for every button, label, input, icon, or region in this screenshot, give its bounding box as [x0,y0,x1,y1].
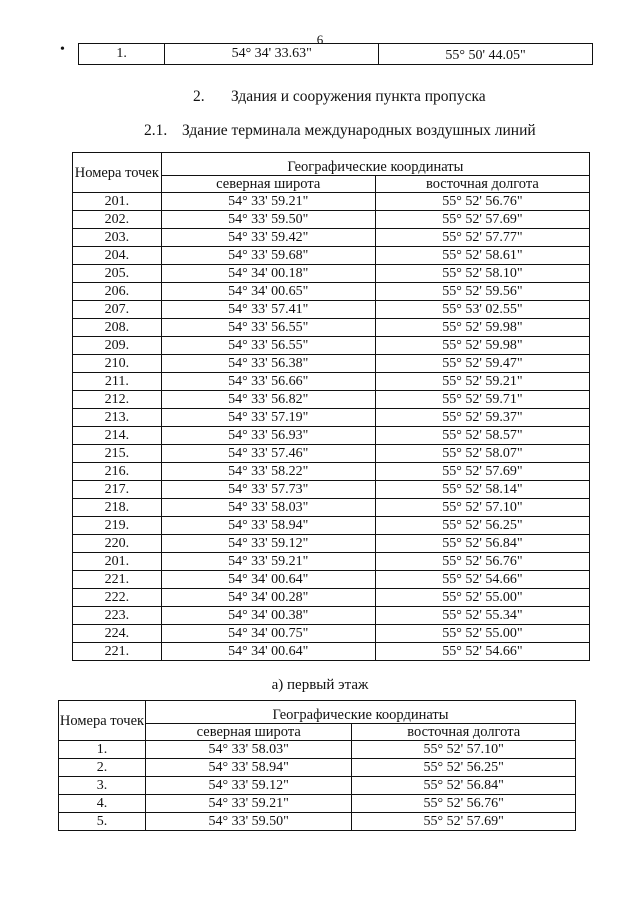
lon-cell: 55° 52' 59.98" [375,319,589,337]
lon-cell: 55° 52' 58.57" [375,427,589,445]
lon-cell: 55° 52' 56.76" [375,193,589,211]
points-header: Номера точек [73,153,162,193]
table-row [73,445,590,463]
lon-cell: 55° 52' 58.61" [375,247,589,265]
point-cell: 208. [73,319,162,337]
lat-cell: 54° 34' 00.38" [161,607,375,625]
lat-cell: 54° 33' 59.50" [161,211,375,229]
first-floor-label: а) первый этаж [271,677,369,693]
section-number: 2.1. [144,122,168,139]
point-cell: 204. [73,247,162,265]
lat-cell: 54° 33' 57.46" [161,445,375,463]
floor-table-body [59,741,576,831]
lon-cell: 55° 52' 57.10" [375,499,589,517]
first-floor-coordinates-table [58,700,576,831]
lon-cell: 55° 52' 56.25" [352,759,576,777]
lat-header: северная широта [146,724,352,741]
lat-cell: 54° 33' 59.21" [161,193,375,211]
lon-cell: 55° 52' 58.14" [375,481,589,499]
section-title: Здания и сооружения пункта пропуска [231,88,486,105]
table-row [73,193,590,211]
lon-cell: 55° 52' 59.71" [375,391,589,409]
table-row [59,741,576,759]
point-cell: 217. [73,481,162,499]
table-row [73,553,590,571]
point-cell: 216. [73,463,162,481]
point-cell: 220. [73,535,162,553]
table-row [73,355,590,373]
lat-cell: 54° 33' 56.38" [161,355,375,373]
lon-cell: 55° 52' 56.84" [375,535,589,553]
lon-cell: 55° 52' 56.76" [352,795,576,813]
table-row [73,409,590,427]
points-header: Номера точек [59,701,146,741]
geo-header: Географические координаты [146,701,576,724]
lon-cell: 55° 52' 55.00" [375,625,589,643]
lon-cell: 55° 52' 57.69" [375,463,589,481]
section-2-1-heading [144,122,536,140]
lon-cell: 55° 52' 59.37" [375,409,589,427]
lon-cell: 55° 52' 58.10" [375,265,589,283]
section-number: 2. [193,88,205,105]
table-row [73,499,590,517]
table-row [79,44,593,65]
table-row [59,777,576,795]
point-cell: 214. [73,427,162,445]
point-cell: 201. [73,553,162,571]
table-row [73,301,590,319]
scan-dot: • [60,42,65,57]
lon-cell: 55° 52' 56.76" [375,553,589,571]
lon-cell: 55° 52' 56.25" [375,517,589,535]
lat-cell: 54° 34' 33.63" [165,44,379,65]
lat-cell: 54° 33' 58.03" [161,499,375,517]
lon-cell: 55° 52' 57.69" [352,813,576,831]
lat-cell: 54° 33' 56.55" [161,319,375,337]
lon-cell: 55° 52' 57.10" [352,741,576,759]
page-number: 6 [316,32,324,47]
lat-cell: 54° 33' 59.12" [146,777,352,795]
table-row [73,625,590,643]
point-cell: 203. [73,229,162,247]
table-row [73,265,590,283]
lat-cell: 54° 33' 59.12" [161,535,375,553]
lat-cell: 54° 33' 59.42" [161,229,375,247]
lat-cell: 54° 33' 56.55" [161,337,375,355]
point-cell: 2. [59,759,146,777]
lon-cell: 55° 53' 02.55" [375,301,589,319]
lat-cell: 54° 33' 58.22" [161,463,375,481]
lat-cell: 54° 34' 00.18" [161,265,375,283]
point-cell: 205. [73,265,162,283]
lon-cell: 55° 52' 54.66" [375,571,589,589]
table-row [73,427,590,445]
lat-cell: 54° 34' 00.65" [161,283,375,301]
lat-cell: 54° 33' 58.94" [146,759,352,777]
table-row [73,211,590,229]
lon-cell: 55° 52' 57.77" [375,229,589,247]
lon-cell: 55° 52' 55.34" [375,607,589,625]
point-cell: 221. [73,571,162,589]
lat-cell: 54° 34' 00.28" [161,589,375,607]
point-cell: 221. [73,643,162,661]
lon-cell: 55° 52' 58.07" [375,445,589,463]
lon-cell: 55° 52' 59.47" [375,355,589,373]
point-cell: 207. [73,301,162,319]
terminal-table-body [73,193,590,661]
lat-cell: 54° 33' 57.73" [161,481,375,499]
lon-header: восточная долгота [375,176,589,193]
section-2-heading [193,88,486,106]
point-cell: 1. [79,44,165,65]
table-row [73,247,590,265]
point-cell: 5. [59,813,146,831]
point-cell: 4. [59,795,146,813]
point-cell: 215. [73,445,162,463]
point-cell: 224. [73,625,162,643]
lon-cell: 55° 52' 54.66" [375,643,589,661]
terminal-coordinates-table [72,152,590,661]
point-cell: 223. [73,607,162,625]
table-row [73,517,590,535]
section-title: Здание терминала международных воздушных линий [182,122,536,139]
table-row [73,229,590,247]
table-row [73,463,590,481]
lon-header: восточная долгота [352,724,576,741]
lat-header: северная широта [161,176,375,193]
point-cell: 212. [73,391,162,409]
lon-cell: 55° 52' 59.98" [375,337,589,355]
lat-cell: 54° 33' 56.82" [161,391,375,409]
point-cell: 206. [73,283,162,301]
point-cell: 213. [73,409,162,427]
lat-cell: 54° 33' 56.66" [161,373,375,391]
point-cell: 222. [73,589,162,607]
lat-cell: 54° 34' 00.64" [161,571,375,589]
point-cell: 219. [73,517,162,535]
table-row [73,535,590,553]
point-cell: 211. [73,373,162,391]
table-row [73,481,590,499]
lat-cell: 54° 33' 59.21" [161,553,375,571]
lon-cell: 55° 52' 57.69" [375,211,589,229]
lat-cell: 54° 33' 59.50" [146,813,352,831]
lon-cell: 55° 52' 56.84" [352,777,576,795]
lat-cell: 54° 34' 00.75" [161,625,375,643]
point-cell: 1. [59,741,146,759]
table-row [59,813,576,831]
point-cell: 202. [73,211,162,229]
lat-cell: 54° 33' 58.03" [146,741,352,759]
top-continuation-table [78,43,593,65]
table-row [73,337,590,355]
lon-cell: 55° 52' 59.21" [375,373,589,391]
table-row [73,589,590,607]
lat-cell: 54° 33' 56.93" [161,427,375,445]
point-cell: 210. [73,355,162,373]
table-row [73,373,590,391]
lat-cell: 54° 34' 00.64" [161,643,375,661]
lon-cell: 55° 52' 55.00" [375,589,589,607]
point-cell: 218. [73,499,162,517]
lat-cell: 54° 33' 57.19" [161,409,375,427]
table-row [73,643,590,661]
lat-cell: 54° 33' 58.94" [161,517,375,535]
point-cell: 209. [73,337,162,355]
table-row [73,283,590,301]
table-row [59,759,576,777]
table-row [73,391,590,409]
lat-cell: 54° 33' 57.41" [161,301,375,319]
lat-cell: 54° 33' 59.21" [146,795,352,813]
geo-header: Географические координаты [161,153,589,176]
table-row [59,795,576,813]
table-row [73,607,590,625]
table-row [73,319,590,337]
lon-cell: 55° 50' 44.05" [379,44,593,65]
point-cell: 3. [59,777,146,795]
point-cell: 201. [73,193,162,211]
table-row [73,571,590,589]
lon-cell: 55° 52' 59.56" [375,283,589,301]
lat-cell: 54° 33' 59.68" [161,247,375,265]
